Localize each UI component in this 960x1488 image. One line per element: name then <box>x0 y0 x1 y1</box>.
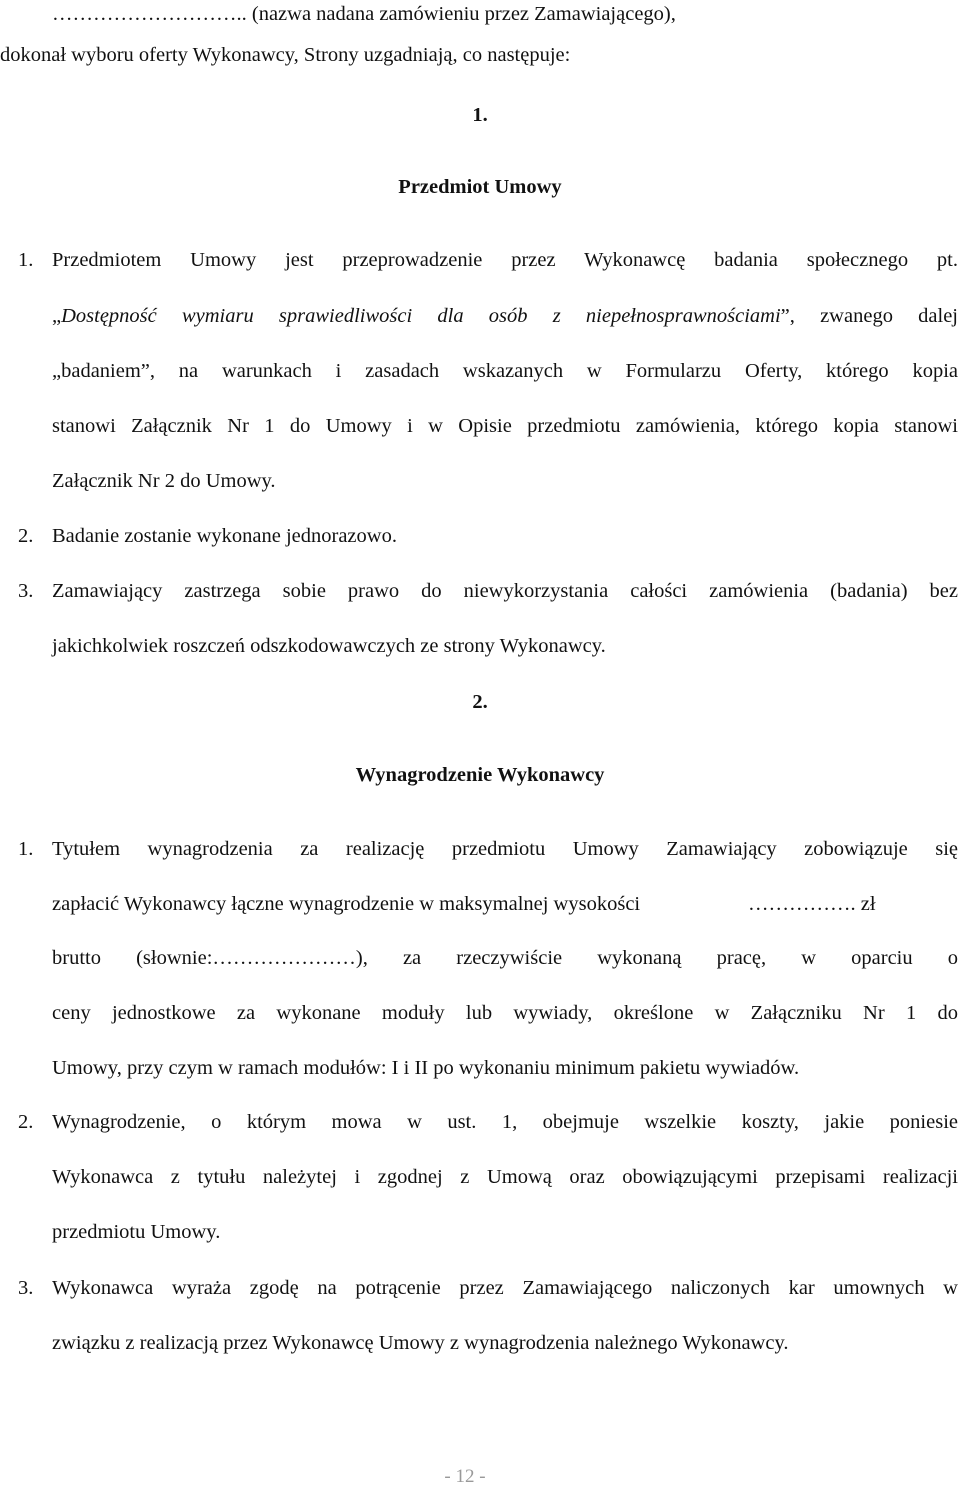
s2-item-2-line-2: Wykonawca z tytułu należytej i zgodnej z Umową oraz obowiązującymi przepisami realizacji <box>52 1166 958 1188</box>
intro-line-2: dokonał wyboru oferty Wykonawcy, Strony uzgadniają, co następuje: <box>0 44 571 66</box>
s2-item-2-number: 2. <box>18 1111 34 1133</box>
section-2-title: Wynagrodzenie Wykonawcy <box>355 764 605 786</box>
s1-item-3-line-1: Zamawiający zastrzega sobie prawo do niewykorzystania całości zamówienia (badania) bez <box>52 580 958 602</box>
quote-open: „ <box>52 305 62 327</box>
intro-line-1: ……………………….. (nazwa nadana zamówieniu przez Zamawiającego), <box>52 3 676 25</box>
line-2-rest: ”, zwanego dalej <box>780 305 958 327</box>
s2-item-3-line-1: Wykonawca wyraża zgodę na potrącenie przez Zamawiającego naliczonych kar umownych w <box>52 1277 958 1299</box>
s2-item-1-line-2b: ……………. zł <box>748 893 876 915</box>
s2-item-1-number: 1. <box>18 838 34 860</box>
s1-item-3-line-2: jakichkolwiek roszczeń odszkodowawczych ze strony Wykonawcy. <box>52 635 606 657</box>
section-2-number: 2. <box>472 691 488 713</box>
s2-item-1-line-3: brutto (słownie:…………………), za rzeczywiście wykonaną pracę, w oparciu o <box>52 947 958 969</box>
s1-item-1-line-2 <box>52 304 958 328</box>
study-title: Dostępność wymiaru sprawiedliwości dla osób z niepełnosprawnościami <box>61 305 781 327</box>
s2-item-1-line-4: ceny jednostkowe za wykonane moduły lub wywiady, określone w Załączniku Nr 1 do <box>52 1002 958 1024</box>
s1-item-1-line-5: Załącznik Nr 2 do Umowy. <box>52 470 276 492</box>
s2-item-3-number: 3. <box>18 1277 34 1299</box>
s2-item-3-line-2: związku z realizacją przez Wykonawcę Umowy z wynagrodzenia należnego Wykonawcy. <box>52 1332 789 1354</box>
section-1-title: Przedmiot Umowy <box>398 176 562 198</box>
s2-item-2-line-1: Wynagrodzenie, o którym mowa w ust. 1, obejmuje wszelkie koszty, jakie poniesie <box>52 1111 958 1133</box>
s1-item-2-number: 2. <box>18 525 34 547</box>
page-number: - 12 - <box>444 1466 486 1487</box>
s2-item-1-line-1: Tytułem wynagrodzenia za realizację przedmiotu Umowy Zamawiający zobowiązuje się <box>52 838 958 860</box>
s1-item-1-line-3: „badaniem”, na warunkach i zasadach wskazanych w Formularzu Oferty, którego kopia <box>52 360 958 382</box>
s1-item-2-line-1: Badanie zostanie wykonane jednorazowo. <box>52 525 397 547</box>
s1-item-1-line-4: stanowi Załącznik Nr 1 do Umowy i w Opisie przedmiotu zamówienia, którego kopia stanowi <box>52 415 958 437</box>
s1-item-3-number: 3. <box>18 580 34 602</box>
s2-item-1-line-2a: zapłacić Wykonawcy łączne wynagrodzenie w maksymalnej wysokości <box>52 893 641 915</box>
s1-item-1-number: 1. <box>18 249 34 271</box>
s1-item-1-line-1: Przedmiotem Umowy jest przeprowadzenie przez Wykonawcę badania społecznego pt. <box>52 249 958 271</box>
s2-item-1-line-5: Umowy, przy czym w ramach modułów: I i II po wykonaniu minimum pakietu wywiadów. <box>52 1057 800 1079</box>
section-1-number: 1. <box>472 104 488 126</box>
s2-item-2-line-3: przedmiotu Umowy. <box>52 1221 221 1243</box>
